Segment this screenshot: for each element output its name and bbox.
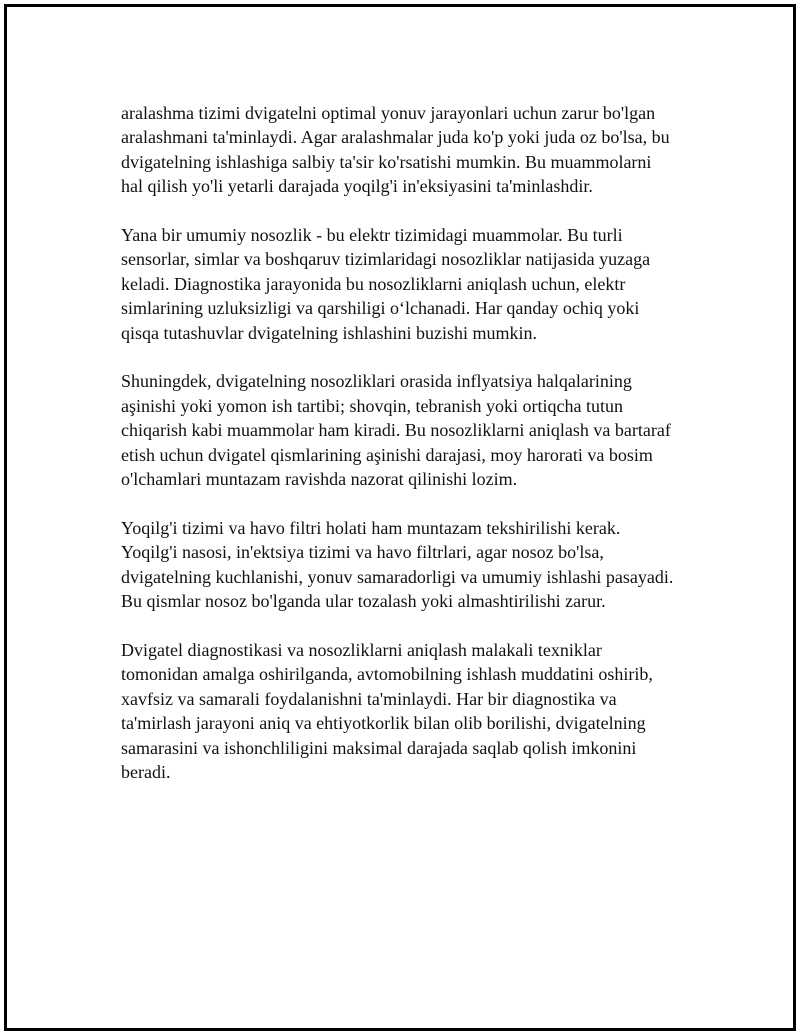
text-line: Yana bir umumiy nosozlik - bu elektr tizimidagi muammolar. Bu turli [121, 225, 623, 246]
paragraph-wear-and-noise [121, 369, 701, 491]
text-line: o'lchamlari muntazam ravishda nazorat qilinishi lozim. [121, 469, 518, 490]
text-line: beradi. [121, 761, 171, 782]
text-line: simlarining uzluksizligi va qarshiligi o‘lchanadi. Har qanday ochiq yoki [121, 298, 640, 319]
text-line: Yoqilg'i tizimi va havo filtri holati ham muntazam tekshirilishi kerak. [121, 517, 621, 538]
text-line: aşinishi yoki yomon ish tartibi; shovqin, tebranish yoki ortiqcha tutun [121, 395, 623, 416]
paragraph-electrical-system [121, 223, 701, 345]
text-line: aralashma tizimi dvigatelni optimal yonuv jarayonlari uchun zarur bo'lgan [121, 103, 656, 123]
text-line: qisqa tutashuvlar dvigatelning ishlashini buzishi mumkin. [121, 322, 537, 343]
paragraph-mixture-system [121, 101, 701, 199]
text-line: aralashmani ta'minlaydi. Agar aralashmalar juda ko'p yoki juda oz bo'lsa, bu [121, 127, 670, 148]
text-line: tomonidan amalga oshirilganda, avtomobilning ishlash muddatini oshirib, [121, 664, 653, 685]
paragraph-fuel-and-air-filter [121, 516, 701, 614]
text-line: sensorlar, simlar va boshqaruv tizimlaridagi nosozliklar natijasida yuzaga [121, 249, 651, 270]
text-line: Yoqilg'i nasosi, in'ektsiya tizimi va havo filtrlari, agar nosoz bo'lsa, [121, 542, 604, 563]
text-line: keladi. Diagnostika jarayonida bu nosozliklarni aniqlash uchun, elektr [121, 273, 626, 294]
text-line: ta'mirlash jarayoni aniq va ehtiyotkorlik bilan olib borilishi, dvigatelning [121, 713, 646, 734]
text-line: Dvigatel diagnostikasi va nosozliklarni aniqlash malakali texniklar [121, 639, 602, 660]
text-line: dvigatelning kuchlanishi, yonuv samaradorligi va umumiy ishlashi pasayadi. [121, 566, 674, 587]
text-line: chiqarish kabi muammolar ham kiradi. Bu nosozliklarni aniqlash va bartaraf [121, 420, 671, 441]
text-line: Shuningdek, dvigatelning nosozliklari orasida inflyatsiya halqalarining [121, 371, 632, 392]
text-line: dvigatelning ishlashiga salbiy ta'sir ko'rsatishi mumkin. Bu muammolarni [121, 151, 652, 172]
page-frame [4, 4, 796, 1031]
text-line: xavfsiz va samarali foydalanishni ta'minlaydi. Har bir diagnostika va [121, 688, 617, 709]
text-line: Bu qismlar nosoz bo'lganda ular tozalash yoki almashtirilishi zarur. [121, 591, 606, 612]
text-line: hal qilish yo'li yetarli darajada yoqilg'i in'eksiyasini ta'minlashdir. [121, 176, 593, 197]
text-line: etish uchun dvigatel qismlarining aşinishi darajasi, moy harorati va bosim [121, 444, 653, 465]
paragraph-conclusion [121, 638, 701, 784]
text-line: samarasini va ishonchliligini maksimal darajada saqlab qolish imkonini [121, 737, 637, 758]
document-body [121, 101, 701, 809]
